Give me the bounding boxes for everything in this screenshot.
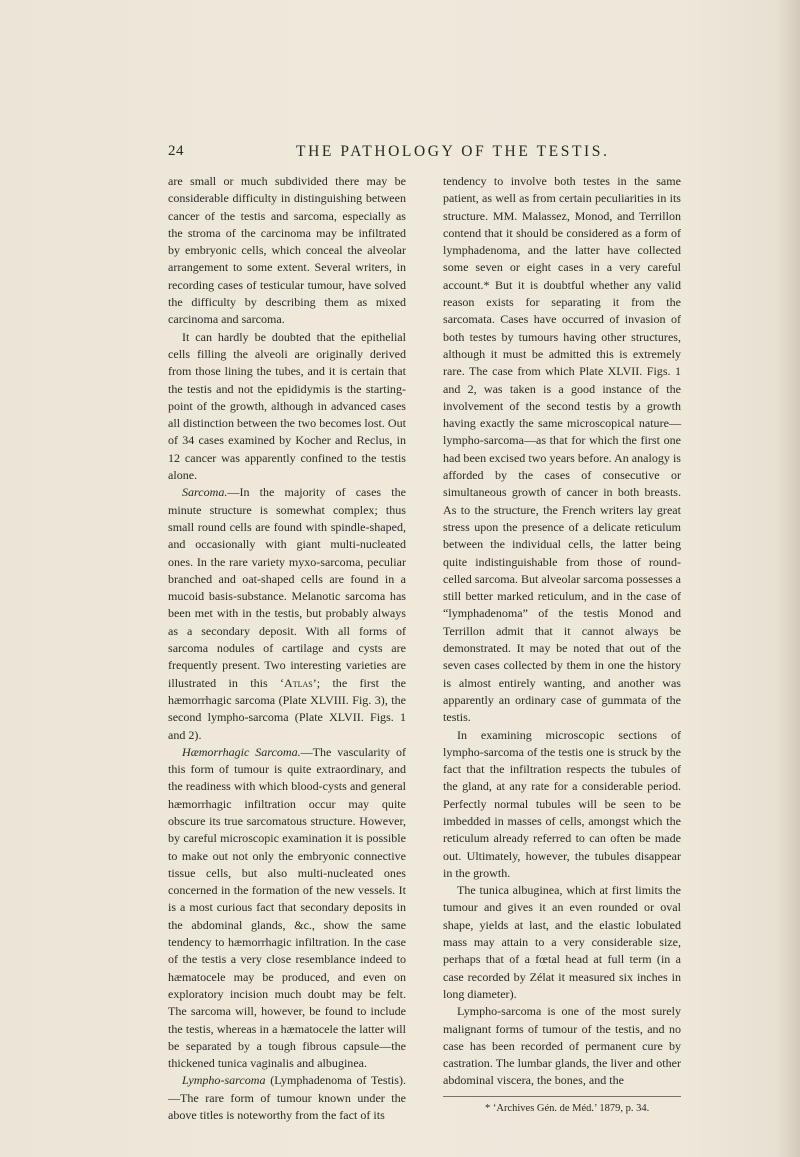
paragraph-lympho-sarcoma-text: (Lymphadenoma of Testis).—The rare form of tumour known under the above titles is noteworthy from the fact of its [168,1073,406,1123]
heading-sarcoma: Sarcoma. [182,485,228,500]
paragraph-haemorrhagic-sarcoma [168,744,406,1073]
page-number: 24 [168,143,184,159]
paragraph-sarcoma [168,484,406,743]
footnote: * ‘Archives Gén. de Méd.’ 1879, p. 34. [485,1102,650,1114]
heading-haemorrhagic-sarcoma: Hæmorrhagic Sarcoma. [182,744,301,759]
heading-lympho-sarcoma: Lympho-sarcoma [182,1073,266,1088]
running-head: THE PATHOLOGY OF THE TESTIS. [296,143,610,160]
paragraph-tendency-text-b: But it is doubtful whether any valid reason exists for separating it from the sarcomata. Cases have occurred of invasion of both testes by tumours having other structures, although it must be admitted this is extremely rare. The case from which Plate XLVII. Figs. 1 and 2, was taken is a good instance of the involvement of the second testis by a growth having exactly the same microscopical nature—lympho-sarcoma—as that for which the first one had been excised two years before. An analogy is afforded by the cases of consecutive or simultaneous growth of cancer in both breasts. As to the structure, the French writers lay great stress upon the presence of a delicate reticulum between the individual cells, the latter being quite indistinguishable from those of round-celled sarcoma. But alveolar sarcoma possesses a still better marked reticulum, and in the case of “lymphadenoma” of the testis Monod and Terrillon admit that it cannot always be demonstrated. It may be noted that out of the seven cases collected by them in one the history is almost entirely wanting, and another was apparently an ordinary case of gummata of the testis. [443,277,681,725]
paragraph-haemorrhagic-text: —The vascularity of this form of tumour is quite extraordinary, and the readiness with which blood-cysts and general hæmorrhagic infiltration occur may quite obscure its true sarcomatous structure. However, by careful microscopic examination it is possible to make out not only the embryonic connective tissue cells, but also multi-nucleated ones concerned in the formation of the new vessels. It is a most curious fact that secondary deposits in the abdominal glands, &c., show the same tendency to hæmorrhagic infiltration. In the case of the testis a very close resemblance indeed to hæmatocele may be produced, and even on exploratory incision much doubt may be felt. The sarcoma will, however, be found to include the testis, whereas in a hæmatocele the latter will be separated by a tough fibrous capsule—the thickened tunica vaginalis and albuginea. [168,744,406,1071]
paragraph-malignancy: Lympho-sarcoma is one of the most surely malignant forms of tumour of the testis, and no case has been recorded of permanent cure by castration. The lumbar glands, the liver and other abdominal viscera, the bones, and the [443,1004,681,1088]
footnote-marker: * [483,277,490,292]
page-header [168,143,668,163]
paragraph-lympho-sarcoma [168,1072,406,1124]
footnote-divider [443,1096,681,1097]
paragraph-sarcoma-text-a: —In the majority of cases the minute structure is somewhat complex; thus small round cells are found with spindle-shaped, and occasionally with giant multi-nucleated ones. In the rare variety myxo-sarcoma, peculiar branched and oat-shaped cells are found in a mucoid basis-substance. Melanotic sarcoma has been met with in the testis, but probably always as a secondary deposit. With all forms of sarcoma nodules of cartilage and cysts are frequently present. Two interesting varieties are illustrated in this ‘ [168,485,406,690]
paragraph-sarcoma-text-b: ’; the first the hæmorrhagic sarcoma (Plate XLVIII. Fig. 3), the second lympho-sarcoma (Plate XLVII. Figs. 1 and 2). [168,675,406,742]
paragraph-tunica-albuginea: The tunica albuginea, which at first limits the tumour and gives it an even rounded or oval shape, yields at last, and the elastic lobulated mass may attain to a very considerable size, perhaps that of a fœtal head at full term (in a case recorded by Zélat it measured six inches in long diameter). [443,883,681,1001]
page-edge-shadow [776,0,800,1157]
paragraph-tendency-text-a: tendency to involve both testes in the same patient, as well as from certain peculiarities in its structure. MM. Malassez, Monod, and Terrillon contend that it should be considered as a form of lymphadenoma, and the latter have collected some seven or eight cases in a very careful account. [443,174,681,292]
right-column [443,173,681,1115]
left-column [168,173,406,1124]
paragraph-microscopic-sections: In examining microscopic sections of lympho-sarcoma of the testis one is struck by the fact that the infiltration respects the tubules of the gland, at any rate for a considerable period. Perfectly normal tubules will be seen to be imbedded in masses of cells, amongst which the reticulum already referred to can often be made out. Ultimately, however, the tubules disappear in the growth. [443,727,681,880]
atlas-reference: Atlas [284,675,313,690]
paragraph-epithelial-cells: It can hardly be doubted that the epithelial cells filling the alveoli are originally derived from those lining the tubes, and it is certain that the testis and not the epididymis is the starting-point of the growth, although in advanced cases all distinction between the two becomes lost. Out of 34 cases examined by Kocher and Reclus, in 12 cancer was apparently confined to the testis alone. [168,329,406,483]
paragraph-tendency [443,173,681,727]
paragraph-carcinoma-continued: are small or much subdivided there may be considerable difficulty in distinguishing between cancer of the testis and sarcoma, especially as the stroma of the carcinoma may be infiltrated by embryonic cells, which conceal the alveolar arrangement to some extent. Several writers, in recording cases of testicular tumour, have solved the difficulty by describing them as mixed carcinoma and sarcoma. [168,174,406,327]
